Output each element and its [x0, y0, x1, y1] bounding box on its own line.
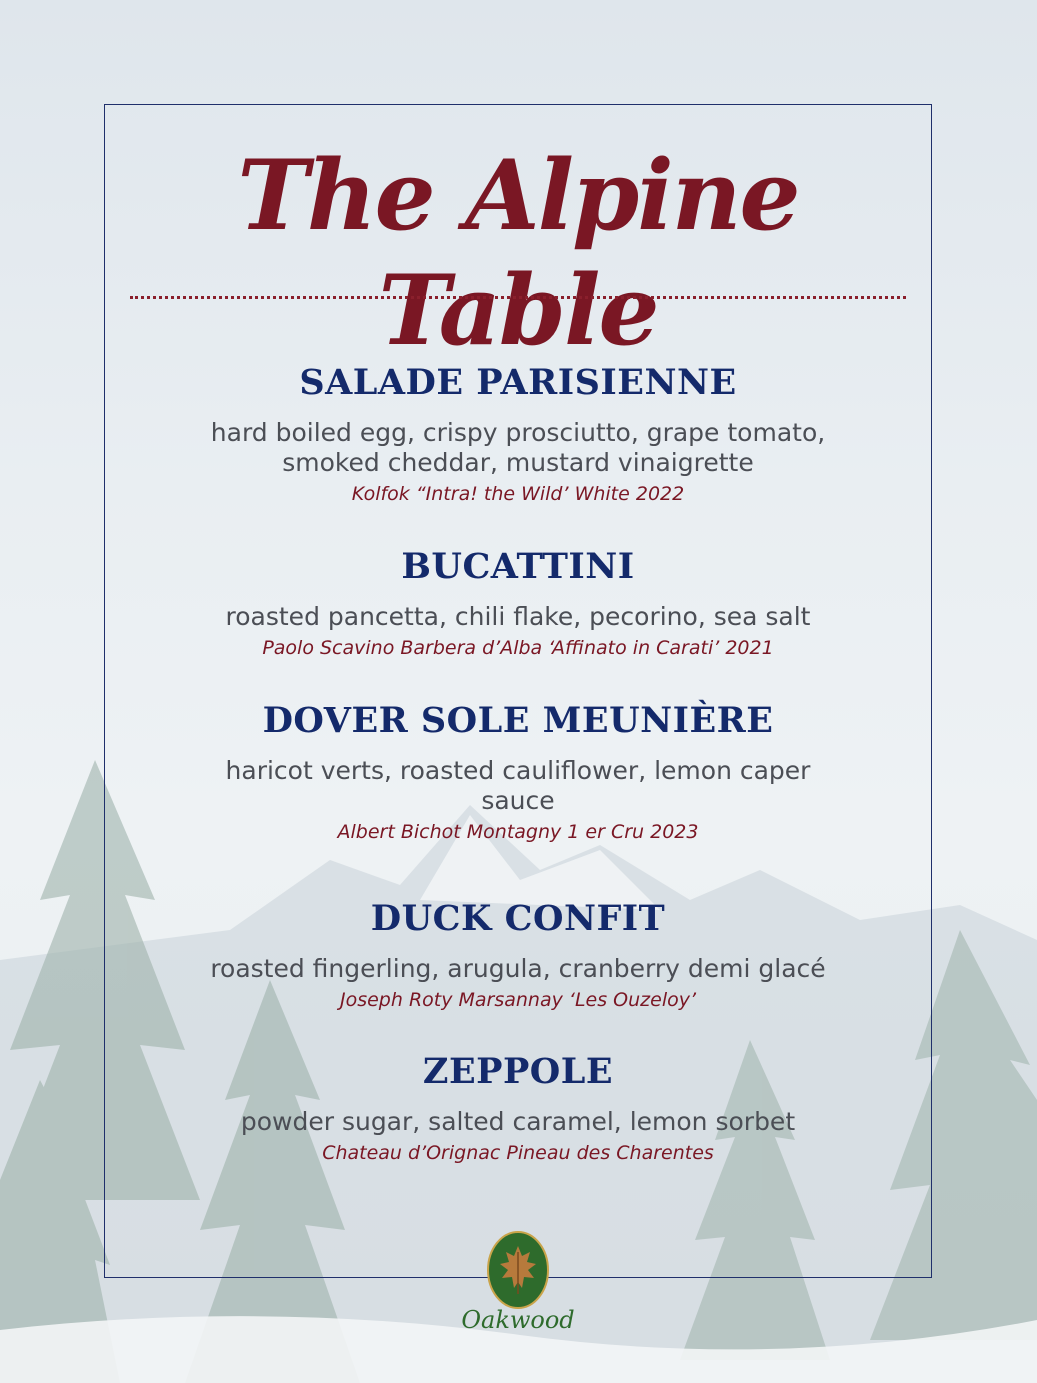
course-description: hard boiled egg, crispy prosciutto, grape tomato, smoked cheddar, mustard vinaigrette	[210, 418, 826, 477]
oak-leaf-icon	[486, 1230, 550, 1314]
course-description: roasted pancetta, chili flake, pecorino, sea salt	[225, 602, 811, 631]
course-salade-parisienne	[104, 360, 932, 508]
course-zeppole	[104, 1049, 932, 1167]
wine-pairing: Kolfok “Intra! the Wild’ White 2022	[351, 483, 685, 505]
course-description: roasted fingerling, arugula, cranberry demi glacé	[210, 954, 826, 983]
wine-pairing: Chateau d’Orignac Pineau des Charentes	[322, 1142, 714, 1164]
course-name: DOVER SOLE MEUNIÈRE	[262, 700, 774, 741]
course-name: BUCATTINI	[401, 546, 635, 587]
wine-pairing: Joseph Roty Marsannay ‘Les Ouzeloy’	[339, 989, 697, 1011]
course-name: DUCK CONFIT	[370, 898, 666, 939]
course-duck-confit	[104, 896, 932, 1014]
brand-name: Oakwood	[461, 1306, 575, 1334]
dotted-divider	[130, 296, 906, 299]
course-name: SALADE PARISIENNE	[299, 362, 737, 403]
course-bucattini	[104, 544, 932, 662]
course-dover-sole-meuniere	[104, 698, 932, 846]
wine-pairing: Albert Bichot Montagny 1 er Cru 2023	[337, 821, 699, 843]
course-description: haricot verts, roasted cauliflower, lemon caper sauce	[225, 756, 811, 815]
menu-title: The Alpine Table	[237, 139, 799, 368]
wine-pairing: Paolo Scavino Barbera d’Alba ‘Affinato in Carati’ 2021	[262, 637, 774, 659]
course-name: ZEPPOLE	[422, 1051, 614, 1092]
course-description: powder sugar, salted caramel, lemon sorbet	[240, 1107, 796, 1136]
